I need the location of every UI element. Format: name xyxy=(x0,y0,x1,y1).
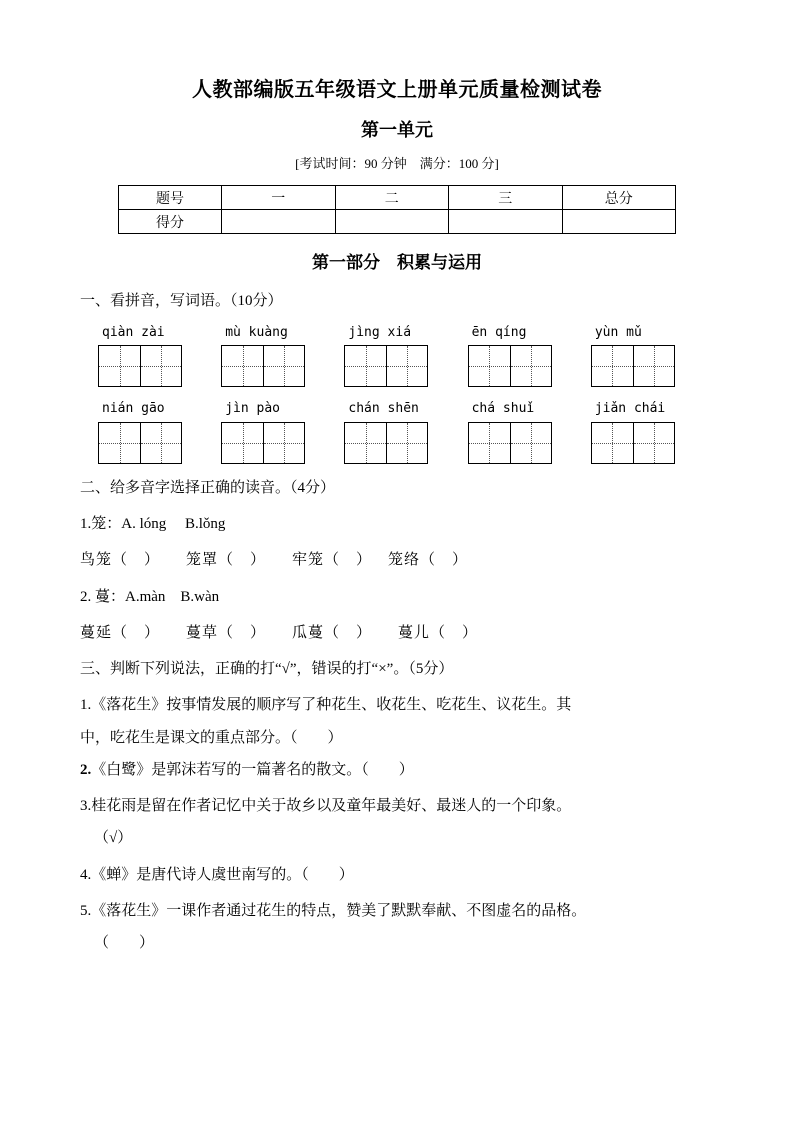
part-title: 第一部分 积累与运用 xyxy=(312,253,482,273)
question-3-item-3 xyxy=(80,782,714,818)
score-cell-2[interactable] xyxy=(335,210,449,234)
tianzige-grid[interactable] xyxy=(221,345,305,387)
tianzige-grid[interactable] xyxy=(468,345,552,387)
score-table-wrapper xyxy=(80,185,714,234)
pinyin-item xyxy=(344,325,467,388)
tianzige-grid[interactable] xyxy=(344,422,428,464)
tianzige-cell[interactable] xyxy=(592,423,633,463)
tianzige-cell[interactable] xyxy=(469,423,510,463)
tianzige-cell[interactable] xyxy=(263,346,304,386)
item-text: 《落花生》一课作者通过花生的特点，赞美了默默奉献、不图虚名的品格。 xyxy=(91,902,587,919)
pinyin-item xyxy=(468,325,591,388)
column-header-total: 总分 xyxy=(562,186,676,210)
question-3-item-1-continued[interactable] xyxy=(80,718,714,750)
pinyin-item xyxy=(591,325,714,388)
pinyin-item xyxy=(344,401,467,464)
item-text-continued: 中，吃花生是课文的重点部分。（ ） xyxy=(80,729,343,746)
pinyin-item xyxy=(221,325,344,388)
pinyin-item xyxy=(98,325,221,388)
question-2-item-1-words xyxy=(80,536,714,572)
score-cell-1[interactable] xyxy=(222,210,336,234)
answer-blank-word[interactable]: 笼络（ ） xyxy=(388,552,469,569)
question-3-item-5 xyxy=(80,887,714,923)
tianzige-grid[interactable] xyxy=(98,345,182,387)
question-3-heading: 三、判断下列说法，正确的打“√”，错误的打“×”。（5分） xyxy=(80,661,454,678)
question-2-item-2-prompt: 2. 蔓：A.màn B.wàn xyxy=(80,588,220,605)
question-2-item-2-words xyxy=(80,609,714,645)
pinyin-item xyxy=(468,401,591,464)
score-table xyxy=(118,185,676,234)
tianzige-cell[interactable] xyxy=(386,423,427,463)
item-text[interactable]: 《蝉》是唐代诗人虞世南写的。（ ） xyxy=(91,866,354,883)
tianzige-cell[interactable] xyxy=(510,423,551,463)
answer-blank-word[interactable]: 瓜蔓（ ） xyxy=(292,624,373,641)
pinyin-label: chán shēn xyxy=(348,401,419,417)
answer-blank-word[interactable]: 牢笼（ ） xyxy=(292,552,373,569)
pinyin-label: jìn pào xyxy=(225,401,280,417)
item-text: 桂花雨是留在作者记忆中关于故乡以及童年最美好、最迷人的一个印象。 xyxy=(91,798,572,815)
tianzige-cell[interactable] xyxy=(99,423,140,463)
tianzige-cell[interactable] xyxy=(633,423,674,463)
row-label-score: 得分 xyxy=(119,210,222,234)
answer-blank-word[interactable]: 蔓儿（ ） xyxy=(398,624,479,641)
tianzige-cell[interactable] xyxy=(469,346,510,386)
tianzige-cell[interactable] xyxy=(222,346,263,386)
pinyin-label: qiàn zài xyxy=(102,324,165,340)
column-header-2: 二 xyxy=(335,186,449,210)
exam-meta: [考试时间：90 分钟 满分：100 分] xyxy=(295,155,499,171)
item-number: 5. xyxy=(80,902,92,919)
pinyin-label: nián gāo xyxy=(102,401,165,417)
pinyin-row-1 xyxy=(80,325,714,388)
answer-blank-word[interactable]: 蔓延（ ） xyxy=(80,624,161,641)
tianzige-grid[interactable] xyxy=(591,345,675,387)
tianzige-grid[interactable] xyxy=(344,345,428,387)
score-cell-3[interactable] xyxy=(449,210,563,234)
question-1-heading: 一、看拼音，写词语。（10分） xyxy=(80,293,283,310)
tianzige-cell[interactable] xyxy=(263,423,304,463)
question-2-heading: 二、给多音字选择正确的读音。（4分） xyxy=(80,479,336,496)
item-text: 《落花生》按事情发展的顺序写了种花生、收花生、吃花生、议花生。其 xyxy=(91,697,572,714)
pinyin-item xyxy=(98,401,221,464)
answer-blank-word[interactable]: 鸟笼（ ） xyxy=(80,552,161,569)
score-cell-total[interactable] xyxy=(562,210,676,234)
item-number: 3. xyxy=(80,798,92,815)
question-3-item-4 xyxy=(80,851,714,887)
pinyin-writing-section xyxy=(80,313,714,464)
tianzige-cell[interactable] xyxy=(99,346,140,386)
tianzige-grid[interactable] xyxy=(98,422,182,464)
pinyin-label: jìng xiá xyxy=(348,324,412,340)
tianzige-cell[interactable] xyxy=(510,346,551,386)
answer-blank-word[interactable]: 蔓草（ ） xyxy=(186,624,267,641)
pinyin-label: yùn mǔ xyxy=(594,324,642,340)
question-2-item-1-prompt: 1.笼：A. lóng B.lǒng xyxy=(80,516,226,533)
tianzige-cell[interactable] xyxy=(345,423,386,463)
tianzige-grid[interactable] xyxy=(468,422,552,464)
pinyin-item xyxy=(221,401,344,464)
pinyin-item xyxy=(591,401,714,464)
page-title: 人教部编版五年级语文上册单元质量检测试卷 xyxy=(192,79,602,101)
column-header-1: 一 xyxy=(222,186,336,210)
tianzige-cell[interactable] xyxy=(386,346,427,386)
pinyin-label: ēn qíng xyxy=(471,324,527,340)
pinyin-row-2 xyxy=(80,387,714,464)
column-header-3: 三 xyxy=(449,186,563,210)
tianzige-cell[interactable] xyxy=(592,346,633,386)
pinyin-label: chá shuǐ xyxy=(471,401,535,417)
tianzige-grid[interactable] xyxy=(221,422,305,464)
question-3-item-5-answer[interactable]: （ ） xyxy=(94,935,155,952)
item-text[interactable]: 《白鹭》是郭沫若写的一篇著名的散文。（ ） xyxy=(91,761,414,778)
tianzige-cell[interactable] xyxy=(633,346,674,386)
item-number: 2. xyxy=(80,761,92,778)
tianzige-grid[interactable] xyxy=(591,422,675,464)
tianzige-cell[interactable] xyxy=(140,346,181,386)
item-number: 1. xyxy=(80,697,92,714)
item-number: 4. xyxy=(80,866,92,883)
tianzige-cell[interactable] xyxy=(140,423,181,463)
table-row-scores xyxy=(119,210,676,234)
answer-blank-word[interactable]: 笼罩（ ） xyxy=(186,552,267,569)
question-3-item-3-answer[interactable]: （√） xyxy=(94,830,133,847)
tianzige-cell[interactable] xyxy=(222,423,263,463)
table-row-question-numbers xyxy=(119,186,676,210)
question-3-item-1 xyxy=(80,681,714,717)
unit-title: 第一单元 xyxy=(361,120,433,140)
row-label-question-number: 题号 xyxy=(119,186,222,210)
pinyin-label: mù kuàng xyxy=(225,324,288,340)
tianzige-cell[interactable] xyxy=(345,346,386,386)
question-3-item-2 xyxy=(80,750,714,782)
pinyin-label: jiǎn chái xyxy=(594,401,666,417)
